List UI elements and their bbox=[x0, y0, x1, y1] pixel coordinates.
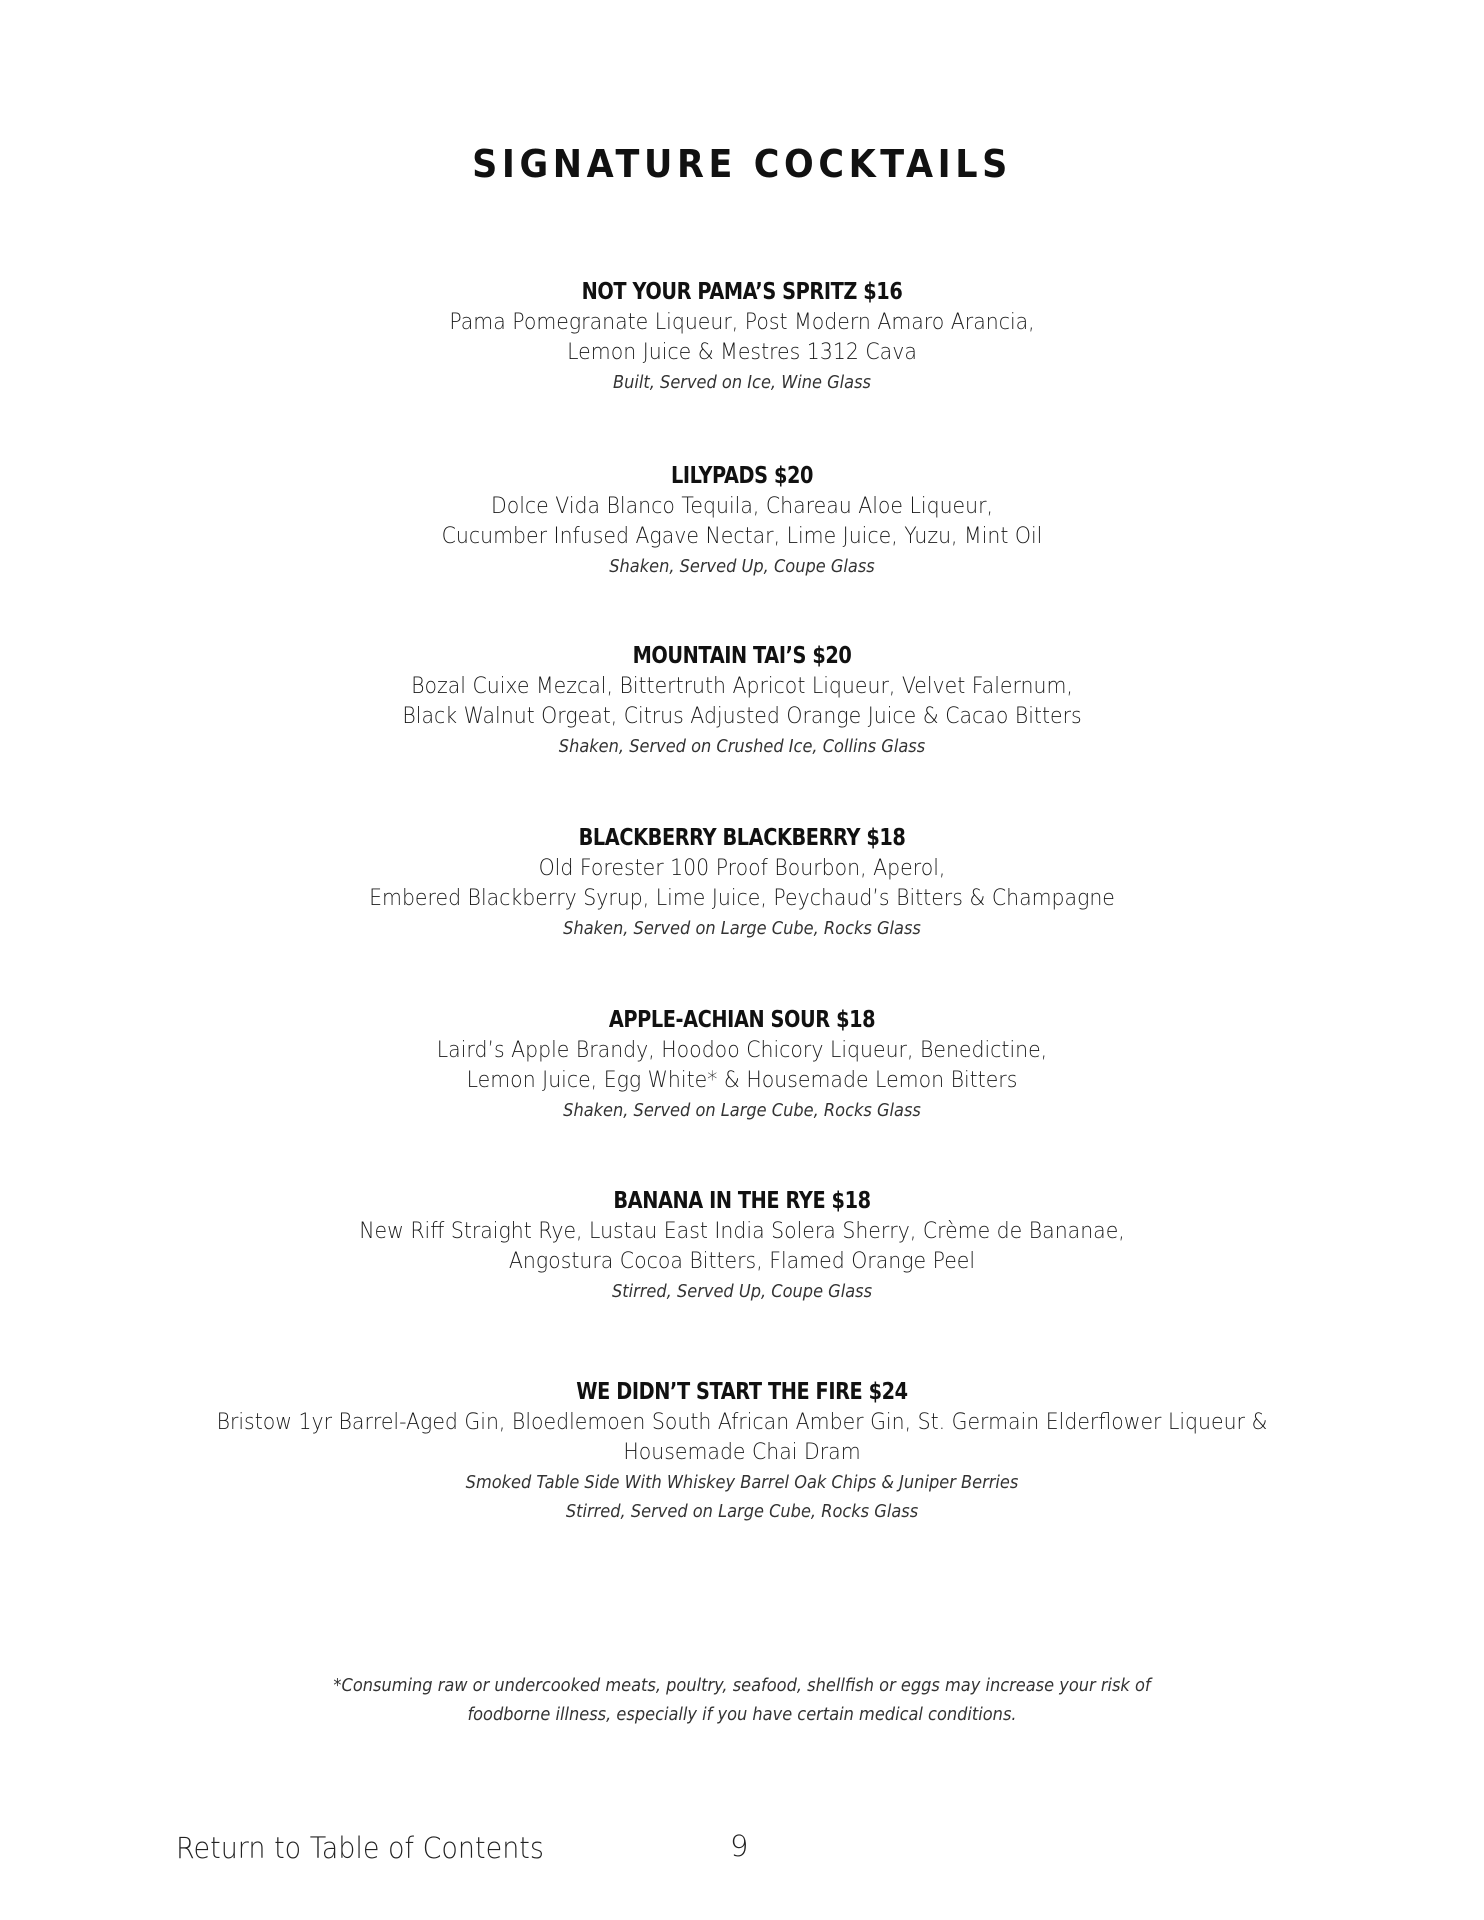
item-description-line: Dolce Vida Blanco Tequila, Chareau Aloe Liqueur, bbox=[490, 494, 994, 519]
menu-item bbox=[0, 822, 1484, 943]
item-service-note: Shaken, Served on Large Cube, Rocks Glass bbox=[563, 918, 921, 939]
item-description-line: Cucumber Infused Agave Nectar, Lime Juice, Yuzu, Mint Oil bbox=[441, 524, 1043, 549]
menu-item bbox=[0, 1376, 1484, 1526]
item-description-line: Bristow 1yr Barrel-Aged Gin, Bloedlemoen South African Amber Gin, St. Germain Elderflower Liqueur & bbox=[216, 1410, 1268, 1435]
return-to-toc-link[interactable]: Return to Table of Contents bbox=[176, 1831, 544, 1865]
item-service-note: Stirred, Served Up, Coupe Glass bbox=[611, 1281, 873, 1302]
item-name: NOT YOUR PAMA’S SPRITZ $16 bbox=[581, 279, 903, 305]
item-name: MOUNTAIN TAI’S $20 bbox=[632, 643, 852, 669]
menu-item bbox=[0, 640, 1484, 761]
item-description-line: Pama Pomegranate Liqueur, Post Modern Amaro Arancia, bbox=[449, 310, 1035, 335]
item-description-line: New Riff Straight Rye, Lustau East India Solera Sherry, Crème de Bananae, bbox=[359, 1219, 1125, 1244]
menu-item bbox=[0, 460, 1484, 581]
menu-item bbox=[0, 1185, 1484, 1306]
item-name: LILYPADS $20 bbox=[670, 463, 814, 489]
item-description-line: Laird’s Apple Brandy, Hoodoo Chicory Liqueur, Benedictine, bbox=[436, 1038, 1048, 1063]
item-description-line: Bozal Cuixe Mezcal, Bittertruth Apricot Liqueur, Velvet Falernum, bbox=[411, 674, 1073, 699]
item-service-note: Smoked Table Side With Whiskey Barrel Oak Chips & Juniper Berries bbox=[465, 1472, 1019, 1493]
item-description-line: Embered Blackberry Syrup, Lime Juice, Peychaud’s Bitters & Champagne bbox=[369, 886, 1115, 911]
item-service-note: Shaken, Served on Large Cube, Rocks Glass bbox=[563, 1100, 921, 1121]
item-service-note: Shaken, Served Up, Coupe Glass bbox=[609, 556, 875, 577]
page-title: SIGNATURE COCKTAILS bbox=[472, 142, 1012, 186]
item-description-line: Housemade Chai Dram bbox=[623, 1440, 861, 1465]
item-description-line: Lemon Juice & Mestres 1312 Cava bbox=[567, 340, 917, 365]
item-service-note: Shaken, Served on Crushed Ice, Collins Glass bbox=[558, 736, 926, 757]
page-number: 9 bbox=[730, 1829, 749, 1863]
disclaimer-line: *Consuming raw or undercooked meats, poultry, seafood, shellfish or eggs may increase your risk of bbox=[333, 1675, 1151, 1696]
item-service-note: Stirred, Served on Large Cube, Rocks Glass bbox=[565, 1501, 919, 1522]
item-name: WE DIDN’T START THE FIRE $24 bbox=[576, 1379, 908, 1405]
item-description-line: Black Walnut Orgeat, Citrus Adjusted Orange Juice & Cacao Bitters bbox=[402, 704, 1082, 729]
disclaimer-line: foodborne illness, especially if you have certain medical conditions. bbox=[467, 1704, 1017, 1725]
item-description-line: Old Forester 100 Proof Bourbon, Aperol, bbox=[538, 856, 946, 881]
item-name: APPLE-ACHIAN SOUR $18 bbox=[608, 1007, 876, 1033]
item-description-line: Angostura Cocoa Bitters, Flamed Orange Peel bbox=[508, 1249, 976, 1274]
menu-item bbox=[0, 1004, 1484, 1125]
item-name: BLACKBERRY BLACKBERRY $18 bbox=[578, 825, 906, 851]
menu-item bbox=[0, 276, 1484, 397]
item-name: BANANA IN THE RYE $18 bbox=[613, 1188, 871, 1214]
health-disclaimer bbox=[0, 1671, 1484, 1729]
item-service-note: Built, Served on Ice, Wine Glass bbox=[613, 372, 871, 393]
item-description-line: Lemon Juice, Egg White* & Housemade Lemon Bitters bbox=[466, 1068, 1018, 1093]
